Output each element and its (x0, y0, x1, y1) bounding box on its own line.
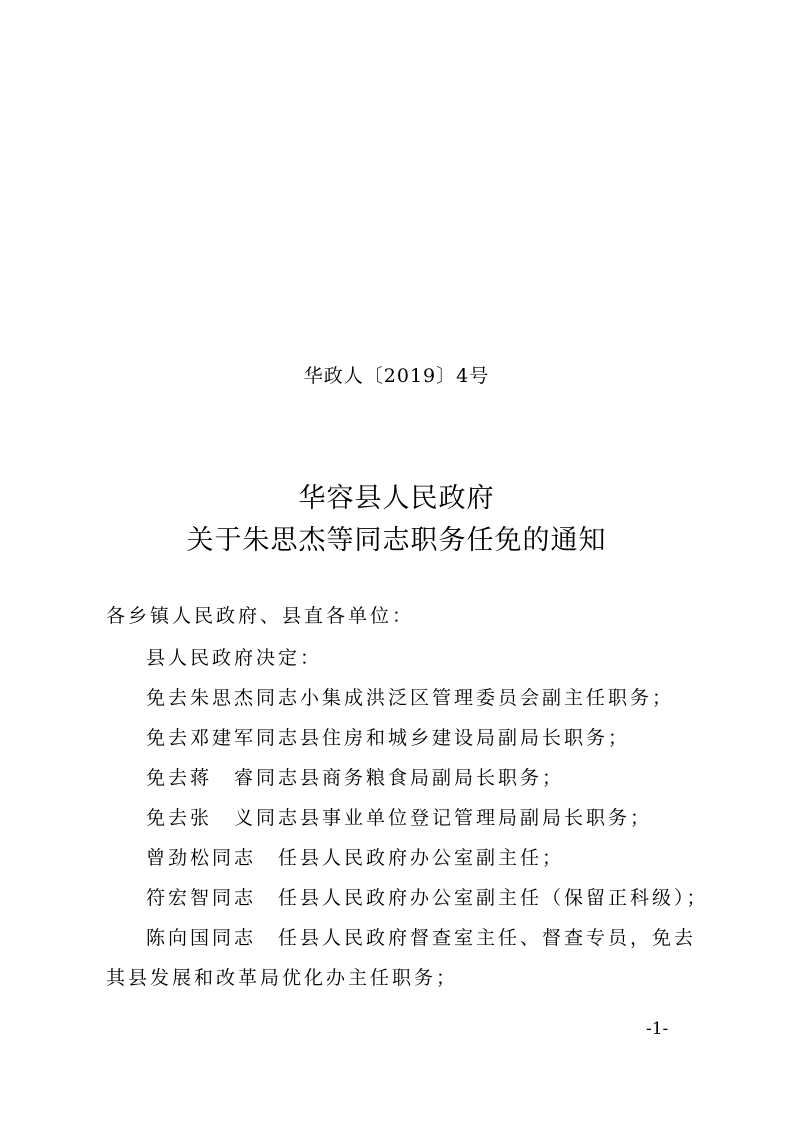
appointment-text-part-1: 免去蒋 (146, 767, 213, 789)
document-number: 华政人〔2019〕4号 (303, 365, 490, 387)
appointment-item (106, 686, 686, 710)
page-number: -1- (646, 1019, 669, 1039)
appointment-text-part-2: 义同志县事业单位登记管理局副局长职务； (234, 807, 653, 829)
appointment-item (106, 926, 697, 950)
appointment-text-part-1: 曾劲松同志 (146, 847, 257, 869)
appointment-text-part-2: 任县人民政府办公室副主任； (278, 847, 565, 869)
document-title (0, 478, 793, 562)
appointment-text-part-2: 睿同志县商务粮食局副局长职务； (234, 767, 565, 789)
appointment-item (106, 886, 709, 910)
appointment-item (106, 766, 686, 790)
appointment-text: 免去邓建军同志县住房和城乡建设局副局长职务； (146, 727, 631, 749)
salutation: 各乡镇人民政府、县直各单位： (106, 605, 415, 627)
appointment-item (106, 806, 686, 830)
appointment-text-part-1: 陈向国同志 (146, 927, 257, 949)
document-body (106, 646, 709, 1006)
appointment-text-part-2: 任县人民政府办公室副主任（保留正科级）； (278, 887, 709, 909)
intro-paragraph: 县人民政府决定： (146, 647, 323, 669)
appointment-text-part-1: 符宏智同志 (146, 887, 257, 909)
appointment-text-part-1: 免去张 (146, 807, 213, 829)
appointment-item (106, 726, 686, 750)
appointment-text: 免去朱思杰同志小集成洪泛区管理委员会副主任职务； (146, 687, 675, 709)
title-line-subject: 关于朱思杰等同志职务任免的通知 (186, 525, 607, 556)
appointment-text-part-2: 任县人民政府督查室主任、督查专员，免去 (278, 927, 697, 949)
appointment-item (106, 846, 686, 870)
appointment-continuation: 其县发展和改革局优化办主任职务； (106, 967, 459, 989)
title-line-issuer: 华容县人民政府 (298, 483, 495, 514)
